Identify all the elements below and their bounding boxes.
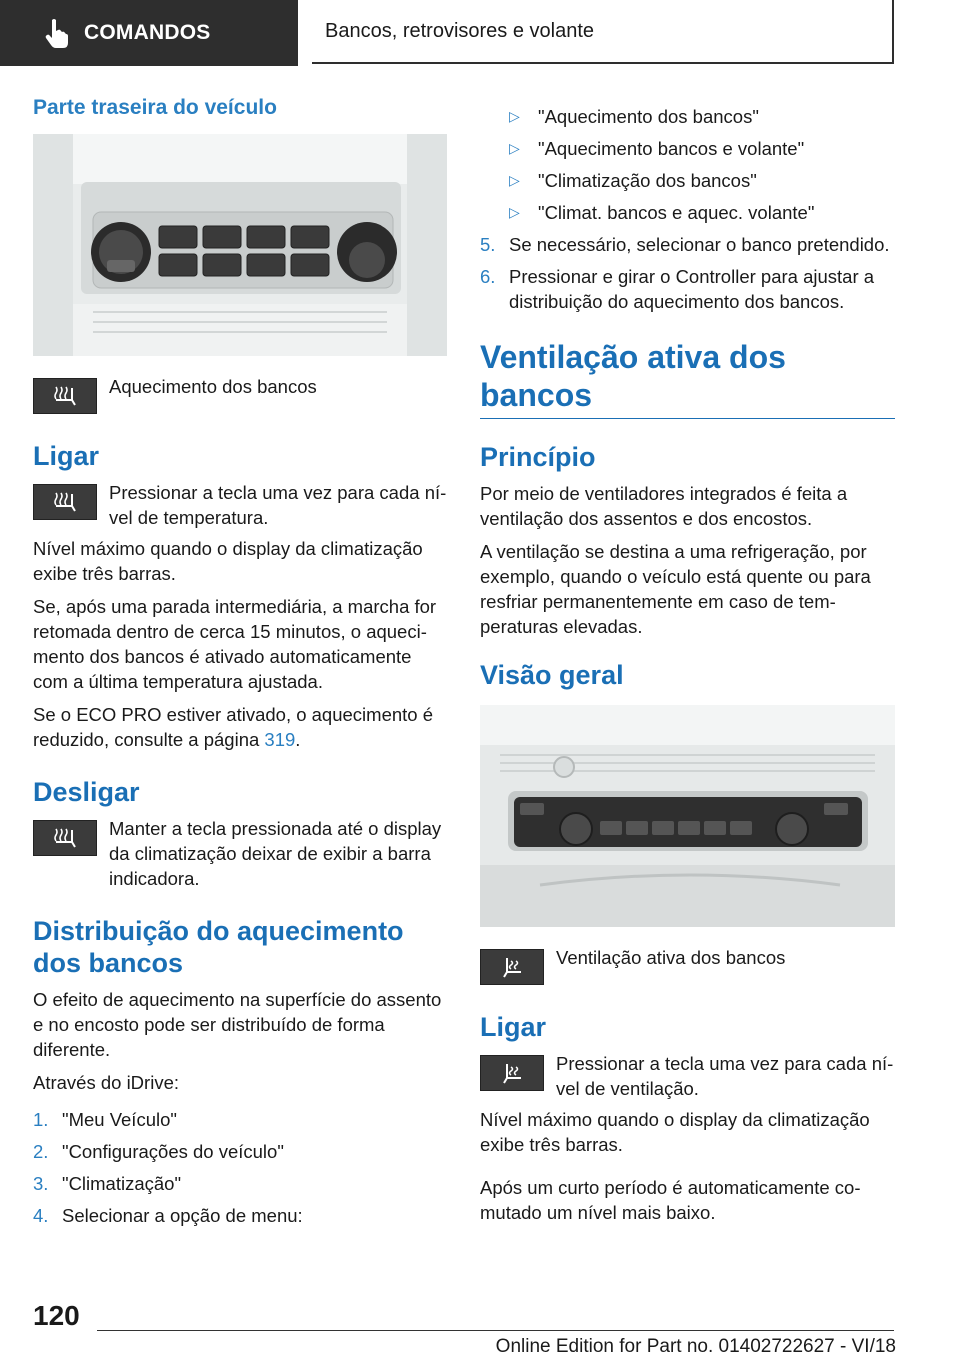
ventilation-paragraph-2: Após um curto período é automaticamente comutado um nível mais baixo. <box>480 1177 861 1223</box>
footer-divider <box>97 1330 894 1331</box>
list-item: ▷ "Climat. bancos e aquec. volante" <box>509 202 815 223</box>
ligar-instruction-row <box>33 480 447 530</box>
list-item: ▷ "Aquecimento dos bancos" <box>509 106 759 127</box>
list-item: 2. "Configurações do veículo" <box>33 1141 284 1162</box>
ventilation-paragraph-1: Nível máximo quando o display da climatização exibe três barras. <box>480 1109 870 1155</box>
ventilation-title-block <box>480 338 895 419</box>
ligar-paragraph-3: Se o ECO PRO estiver ativado, o aquecimento é reduzido, consulte a página 319. <box>33 704 434 750</box>
seat-ventilation-icon <box>497 955 527 979</box>
seat-heating-icon <box>50 826 80 850</box>
list-item: 1. "Meu Veículo" <box>33 1109 177 1130</box>
rear-console-photo <box>33 134 447 356</box>
ventilation-caption: Ventilação ativa dos bancos <box>556 947 786 968</box>
ventilation-title: Ventilação ativa dos bancos <box>480 339 786 413</box>
seat-heating-caption: Aquecimento dos bancos <box>109 376 317 397</box>
desligar-heading: Desligar <box>33 777 140 807</box>
ventilation-ligar-heading: Ligar <box>480 1012 547 1042</box>
principio-paragraph-1: Por meio de ventiladores integrados é feita a ventilação dos assentos e dos encostos. <box>480 483 848 529</box>
seat-heating-caption-row <box>33 374 447 414</box>
principio-heading: Princípio <box>480 442 596 472</box>
distribuicao-paragraph-2: Através do iDrive: <box>33 1072 179 1093</box>
seat-heating-button <box>33 378 97 414</box>
seat-ventilation-icon <box>497 1061 527 1085</box>
continued-steps-list <box>480 232 895 314</box>
menu-options-list <box>480 104 895 225</box>
desligar-instruction-row <box>33 816 447 891</box>
seat-heating-icon <box>50 384 80 408</box>
ligar-paragraph-2: Se, após uma parada intermediária, a marcha for retomada dentro de cerca 15 minutos, o aquecimento dos bancos é ativado automaticamente com a última temperatura ajustada. <box>33 596 437 692</box>
right-column <box>480 104 895 1233</box>
visao-geral-heading: Visão geral <box>480 660 624 690</box>
section-label: COMANDOS <box>84 21 211 44</box>
ventilation-ligar-instruction: Pressionar a tecla uma vez para cada nível de ventilação. <box>556 1053 894 1099</box>
list-item: 3. "Climatização" <box>33 1173 182 1194</box>
left-column <box>33 96 447 1236</box>
list-item: 5. Se necessário, selecionar o banco pretendido. <box>480 234 890 255</box>
page-reference-link[interactable]: 319 <box>264 729 296 750</box>
principio-paragraph-2: A ventilação se destina a uma refrigeração, por exemplo, quando o veículo está quente ou para resfriar permanentemente em caso de temperaturas elevadas. <box>480 541 871 637</box>
ligar-paragraph-1: Nível máximo quando o display da climatização exibe três barras. <box>33 538 423 584</box>
desligar-instruction: Manter a tecla pressionada até o display da climatização deixar de exibir a barra indicadora. <box>109 818 442 889</box>
ventilation-ligar-row <box>480 1051 895 1101</box>
seat-ventilation-button <box>480 1055 544 1091</box>
list-item: 4. Selecionar a opção de menu: <box>33 1205 303 1226</box>
edition-text: Online Edition for Part no. 01402722627 - VI/18 <box>495 1336 896 1357</box>
ventilation-caption-row <box>480 945 895 985</box>
front-climate-panel-photo <box>480 705 895 927</box>
list-item: ▷ "Aquecimento bancos e volante" <box>509 138 805 159</box>
seat-heating-button <box>33 484 97 520</box>
idrive-steps-list <box>33 1107 447 1228</box>
rear-heading: Parte traseira do veículo <box>33 96 277 119</box>
list-item: 6. Pressionar e girar o Controller para ajustar a distribuição do aquecimento dos bancos. <box>480 266 875 312</box>
seat-ventilation-button <box>480 949 544 985</box>
seat-heating-button <box>33 820 97 856</box>
chapter-title: Bancos, retrovisores e volante <box>312 0 894 64</box>
distribuicao-paragraph-1: O efeito de aquecimento na superfície do assento e no encosto pode ser distribuído de forma diferente. <box>33 989 442 1060</box>
section-tab <box>0 0 298 66</box>
page-header <box>0 0 960 66</box>
list-item: ▷ "Climatização dos bancos" <box>509 170 757 191</box>
ligar-heading: Ligar <box>33 441 100 471</box>
distribuicao-heading: Distribuição do aquecimento dos bancos <box>33 916 404 978</box>
ligar-instruction: Pressionar a tecla uma vez para cada nível de temperatura. <box>109 482 447 528</box>
pointing-hand-icon <box>40 16 74 50</box>
seat-heating-icon <box>50 490 80 514</box>
page-number: 120 <box>33 1300 80 1331</box>
